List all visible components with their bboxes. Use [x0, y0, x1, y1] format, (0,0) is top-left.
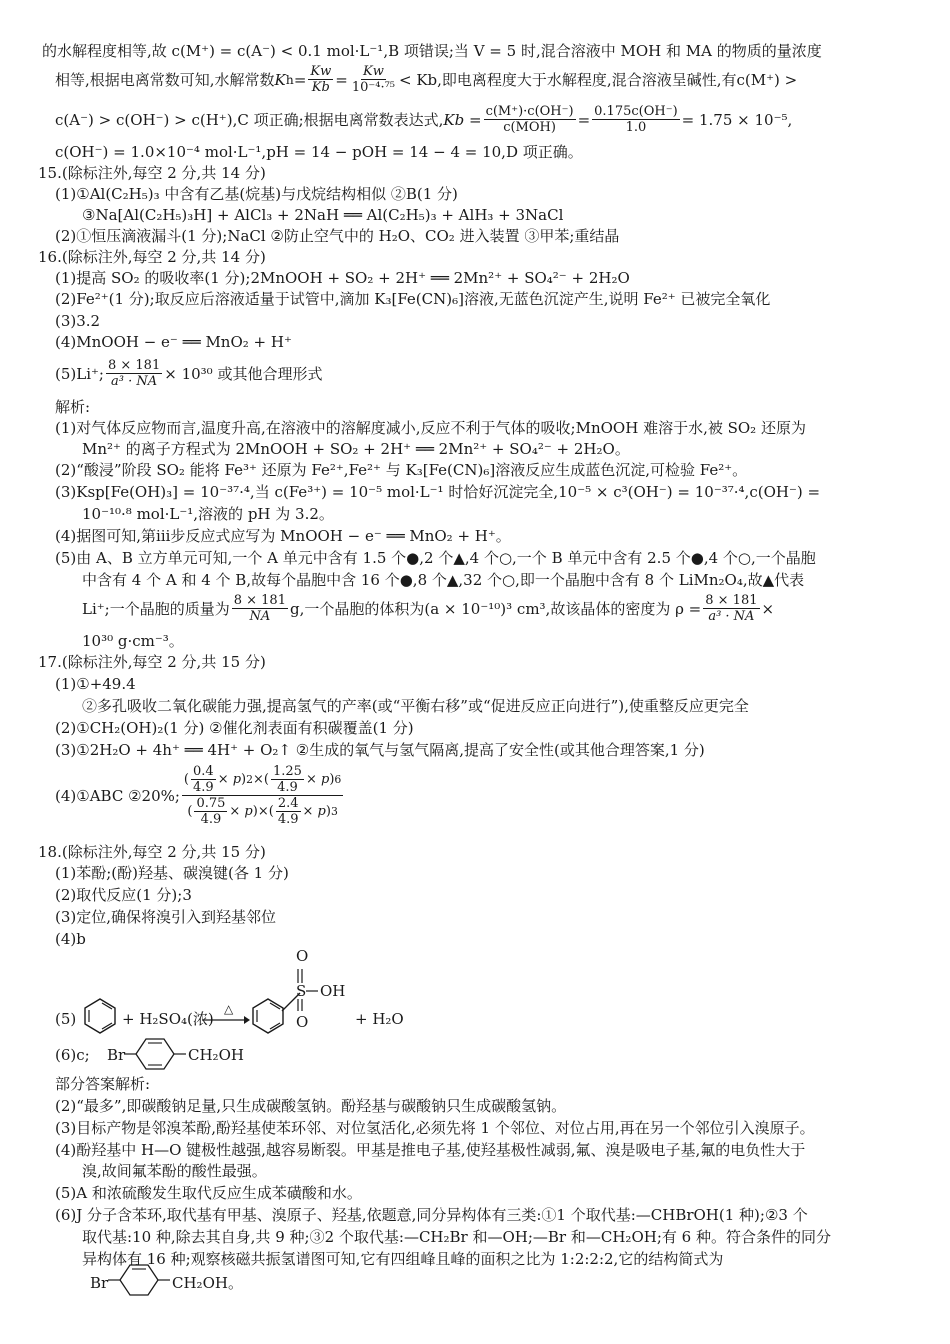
group-label: CH₂OH [188, 1046, 244, 1064]
text-line: 溴,故间氟苯酚的酸性最强。 [82, 1162, 267, 1180]
fraction [308, 64, 333, 95]
atom-label: Br [107, 1046, 126, 1064]
text-span: ,即电离程度大于水解程度,混合溶液呈碱性,有 [437, 70, 737, 89]
section-label: 部分答案解析: [55, 1075, 151, 1093]
text-line: ②多孔吸收二氧化碳能力强,提高氢气的产率(或“平衡右移”或“促进反应正向进行”),使重整反应更完全 [82, 697, 749, 715]
text-line: (2)取代反应(1 分);3 [55, 886, 192, 904]
text-line: (3)3.2 [55, 312, 101, 330]
text-span: Li⁺;一个晶胞的质量为 [82, 599, 230, 618]
text-line: (1)苯酚;(酚)羟基、碳溴键(各 1 分) [55, 864, 289, 882]
heat-symbol: △ [224, 1002, 234, 1016]
text-line: ③Na[Al(C₂H₅)₃H] + AlCl₃ + 2NaH ══ Al(C₂H₅)₃ + AlH₃ + 3NaCl [82, 206, 564, 224]
kp-expression [182, 764, 343, 827]
math-symbol: K [274, 70, 286, 89]
atom-label: OH [320, 982, 346, 1000]
fraction [703, 593, 759, 624]
math-exponent: 2 [246, 773, 254, 786]
fraction [191, 764, 216, 795]
text-line: 异构体有 16 种;观察核磁共振氢谱图可知,它有四组峰且峰的面积之比为 1:2:2:2,它的结构简式为 [82, 1250, 724, 1268]
benzene-ring-icon [82, 996, 118, 1036]
fraction-numerator: c(M⁺)·c(OH⁻) [485, 104, 574, 119]
text-line: (2)①恒压滴液漏斗(1 分);NaCl ②防止空气中的 H₂O、CO₂ 进入装置 ③甲苯;重结晶 [55, 227, 620, 245]
fraction-numerator: 8 × 181 [705, 593, 758, 608]
text-line: 中含有 4 个 A 和 4 个 B,故每个晶胞中含 16 个●,8 个▲,32 个○,即一个晶胞中含有 8 个 LiMn₂O₄,故▲代表 [82, 571, 805, 589]
text-line: c(A⁻) > c(OH⁻) > c(H⁺),C 项正确;根据电离常数表达式, Kb = $\frac{c(M^+)\cdot c(OH^-)}{\text{c(MOH)}}$ = $\frac{0.175c(OH^-)}{1.0}$ = 1.75 × 10⁻⁵, [55, 104, 793, 135]
text-line: (3)目标产物是邻溴苯酚,酚羟基使苯环邻、对位氢活化,必须先将 1 个邻位、对位占用,再在另一个邻位引入溴原子。 [55, 1119, 815, 1137]
text-line: c(OH⁻) = 1.0×10⁻⁴ mol·L⁻¹,pH = 14 − pOH = 14 − 4 = 10,D 项正确。 [55, 143, 583, 161]
kp-numerator: ( $\frac{0.4}{4.9}$ × p ) 2 × ( $\frac{1.25}{4.9}$ × p ) 6 [183, 764, 342, 795]
fraction [276, 796, 301, 827]
atom-label: O [296, 1013, 309, 1031]
fraction [194, 796, 227, 827]
fraction-numerator: Kw [310, 64, 332, 79]
fraction-denominator: c(MOH) [503, 120, 556, 135]
text-line: (2)Fe²⁺(1 分);取反应后溶液适量于试管中,滴加 K₃[Fe(CN)₆]溶液,无蓝色沉淀产生,说明 Fe²⁺ 已被完全氧化 [55, 290, 771, 308]
text-span: c(A⁻) > c(OH⁻) > c(H⁺),C 项正确;根据电离常数表达式, [55, 110, 444, 129]
text-span: 相等,根据电离常数可知,水解常数 [55, 70, 275, 89]
question-header: 17.(除标注外,每空 2 分,共 15 分) [38, 653, 266, 671]
fraction-denominator: NA [249, 609, 271, 624]
text-line: (1)①Al(C₂H₅)₃ 中含有乙基(烷基)与戊烷结构相似 ②B(1 分) [55, 185, 458, 203]
text-span: × 10³⁰ 或其他合理形式 [164, 364, 323, 383]
math-text: Kb = [443, 110, 482, 129]
math-exponent: 3 [330, 805, 338, 818]
text-line: (2)“最多”,即碳酸钠足量,只生成碳酸氢钠。酚羟基与碳酸钠只生成碳酸氢钠。 [55, 1097, 567, 1115]
text-line: 10⁻¹⁰·⁸ mol·L⁻¹,溶液的 pH 为 3.2。 [82, 505, 334, 523]
question-header: 15.(除标注外,每空 2 分,共 14 分) [38, 164, 266, 182]
text-line: (3)定位,确保将溴引入到羟基邻位 [55, 908, 277, 926]
math-text: × p [305, 772, 330, 787]
fraction-denominator: 4.9 [277, 812, 299, 827]
fraction-denominator: 4.9 [277, 780, 298, 795]
fraction-denominator: a³ · NA [708, 609, 755, 624]
question-header: 16.(除标注外,每空 2 分,共 14 分) [38, 248, 266, 266]
atom-label: O [296, 947, 309, 965]
math-text: × [257, 804, 269, 819]
fraction-numerator: 2.4 [277, 796, 299, 811]
text-line: (6)J 分子含苯环,取代基有甲基、溴原子、羟基,依题意,同分异构体有三类:①1 个取代基:—CHBrOH(1 种);②3 个 [55, 1206, 808, 1224]
fraction-denominator: 10⁻⁴·⁷⁵ [351, 80, 395, 95]
math-subscript: h [285, 71, 294, 87]
math-text: < Kb [399, 70, 438, 89]
text-span: + H₂SO₄(浓) [122, 1010, 214, 1028]
text-line: Mn²⁺ 的离子方程式为 2MnOOH + SO₂ + 2H⁺ ══ 2Mn²⁺ + SO₄²⁻ + 2H₂O。 [82, 440, 630, 458]
text-line: (5)A 和浓硫酸发生取代反应生成苯磺酸和水。 [55, 1184, 362, 1202]
fraction-numerator: 8 × 181 [233, 593, 286, 608]
text-span: + H₂O [355, 1010, 404, 1028]
math-text: × p [302, 804, 326, 819]
kp-denominator: ( $\frac{0.75}{4.9}$ × p ) × ( $\frac{2.4}{4.9}$ × p ) 3 [187, 796, 338, 827]
fraction [350, 64, 397, 95]
fraction-numerator: 8 × 181 [107, 358, 161, 373]
text-line: (1)①+49.4 [55, 675, 136, 693]
fraction [271, 764, 304, 795]
benzene-ring-icon [124, 1036, 188, 1072]
math-text: × p [217, 772, 242, 787]
text-line: (4)b [55, 930, 86, 948]
text-line: 的水解程度相等,故 c(M⁺) = c(A⁻) < 0.1 mol·L⁻¹,B 项错误;当 V = 5 时,混合溶液中 MOH 和 MA 的物质的量浓度 [42, 42, 822, 60]
fraction [232, 593, 288, 624]
text-line: 取代基:10 种,除去其自身,共 9 种;③2 个取代基:—CH₂Br 和—OH;—Br 和—CH₂OH;有 6 种。符合条件的同分 [82, 1228, 831, 1246]
text-span: g,一个晶胞的体积为(a × 10⁻¹⁰)³ cm³,故该晶体的密度为 ρ = [289, 599, 702, 618]
fraction [106, 358, 162, 389]
text-line [82, 593, 774, 624]
fraction-denominator: a³ · NA [111, 374, 158, 389]
text-line [55, 358, 322, 389]
text-span: (5) [55, 1010, 77, 1028]
text-line: (1)对气体反应物而言,温度升高,在溶液中的溶解度减小,反应不利于气体的吸收;MnOOH 难溶于水,被 SO₂ 还原为 [55, 419, 806, 437]
group-label: CH₂OH。 [172, 1274, 243, 1292]
text-line: (3)Ksp[Fe(OH)₃] = 10⁻³⁷·⁴,当 c(Fe³⁺) = 10⁻⁵ mol·L⁻¹ 时恰好沉淀完全,10⁻⁵ × c³(OH⁻) = 10⁻³⁷·⁴,c(OH⁻) = [55, 483, 821, 501]
math-text: × p [229, 804, 253, 819]
text-line: (5)由 A、B 立方单元可知,一个 A 单元中含有 1.5 个●,2 个▲,4 个○,一个 B 单元中含有 2.5 个●,4 个○,一个晶胞 [55, 549, 816, 567]
analysis-label: 解析: [55, 398, 91, 416]
math-text: × [253, 772, 264, 787]
text-line: (1)提高 SO₂ 的吸收率(1 分);2MnOOH + SO₂ + 2H⁺ ══ 2Mn²⁺ + SO₄²⁻ + 2H₂O [55, 269, 630, 287]
text-span: (4)①ABC ②20%; [55, 786, 180, 805]
text-span: × [761, 599, 775, 618]
fraction-denominator: Kb [311, 80, 330, 95]
math-exponent: 6 [334, 773, 342, 786]
fraction-numerator: 1.25 [273, 764, 302, 779]
equilibrium-constant-line [55, 764, 345, 827]
fraction-denominator: 4.9 [193, 780, 214, 795]
fraction [592, 104, 680, 135]
atom-label: S [296, 982, 307, 1000]
text-span: (5)Li⁺; [55, 364, 104, 383]
fraction-numerator: 0.75 [196, 796, 226, 811]
text-line: (4)据图可知,第ⅲ步反应式应写为 MnOOH − e⁻ ══ MnO₂ + H⁺。 [55, 527, 511, 545]
fraction [484, 104, 576, 135]
fraction-numerator: Kw [362, 64, 384, 79]
text-line: 相等,根据电离常数可知,水解常数 K h = $\frac{Kw}{Kb}$ = $\frac{Kw}{\text{10⁻⁴·⁷⁵}}$ < Kb ,即电离程度大于水解程度,混合溶液呈碱性,有 c(M⁺) > [55, 64, 798, 95]
text-line: (4)酚羟基中 H—O 键极性越强,越容易断裂。甲基是推电子基,使羟基极性减弱,氟、溴是吸电子基,氟的电负性大于 [55, 1141, 806, 1159]
text-line: (4)MnOOH − e⁻ ══ MnO₂ + H⁺ [55, 333, 292, 351]
text-line: (2)①CH₂(OH)₂(1 分) ②催化剂表面有积碳覆盖(1 分) [55, 719, 414, 737]
benzene-ring-icon [108, 1262, 172, 1298]
text-line: (2)“酸浸”阶段 SO₂ 能将 Fe³⁺ 还原为 Fe²⁺,Fe²⁺ 与 K₃[Fe(CN)₆]溶液反应生成蓝色沉淀,可检验 Fe²⁺。 [55, 461, 748, 479]
fraction-numerator: 0.175c(OH⁻) [594, 104, 678, 119]
text-line: (3)①2H₂O + 4h⁺ ══ 4H⁺ + O₂↑ ②生成的氧气与氢气隔离,提高了安全性(或其他合理答案,1 分) [55, 741, 705, 759]
atom-label: Br [90, 1274, 109, 1292]
fraction-denominator: 4.9 [200, 812, 222, 827]
fraction-numerator: 0.4 [193, 764, 214, 779]
text-span: c(M⁺) > [736, 70, 798, 89]
question-header: 18.(除标注外,每空 2 分,共 15 分) [38, 843, 266, 861]
text-span: (6)c; [55, 1046, 90, 1064]
text-line: 10³⁰ g·cm⁻³。 [82, 632, 184, 650]
fraction-denominator: 1.0 [625, 120, 647, 135]
text-span: = 1.75 × 10⁻⁵, [681, 110, 793, 129]
